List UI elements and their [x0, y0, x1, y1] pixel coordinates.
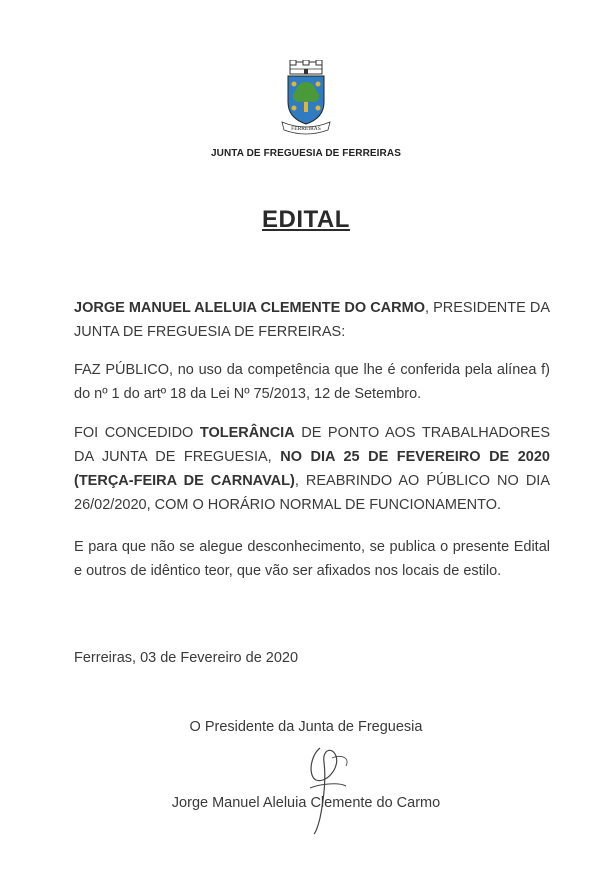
intro-paragraph — [74, 296, 550, 344]
signatory-name: Jorge Manuel Aleluia Clemente do Carmo — [171, 795, 441, 811]
document-title: EDITAL — [262, 206, 350, 233]
parish-coat-of-arms-icon — [268, 60, 344, 136]
tolerance-date: NO DIA 25 DE FEVEREIRO DE 2020 (TERÇA-FEIRA DE CARNAVAL) — [74, 449, 550, 489]
svg-text:FERREIRAS: FERREIRAS — [291, 126, 321, 132]
organization-name: JUNTA DE FREGUESIA DE FERREIRAS — [211, 148, 401, 159]
date-line: Ferreiras, 03 de Fevereiro de 2020 — [74, 650, 299, 666]
tolerance-paragraph — [74, 421, 550, 517]
tolerance-keyword: TOLERÂNCIA — [199, 425, 295, 441]
tolerance-text-e: , REABRINDO AO PÚBLICO NO DIA 26/02/2020, COM O HORÁRIO NORMAL DE FUNCIONAMENTO. — [74, 473, 551, 513]
signature-title: O Presidente da Junta de Freguesia — [189, 719, 423, 735]
announcement-paragraph: FAZ PÚBLICO, no uso da competência que lhe é conferida pela alínea f) do nº 1 do artº 18 da Lei Nº 75/2013, 12 de Setembro. — [74, 362, 550, 402]
intro-rest: , PRESIDENTE DA JUNTA DE FREGUESIA DE FERREIRAS: — [74, 300, 550, 340]
president-name: JORGE MANUEL ALELUIA CLEMENTE DO CARMO — [74, 300, 425, 316]
tolerance-text-a: FOI CONCEDIDO — [74, 425, 200, 441]
closing-paragraph: E para que não se alegue desconhecimento, se publica o presente Edital e outros de idêntico teor, que vão ser afixados nos locais de estilo. — [74, 539, 550, 579]
handwritten-signature-icon — [280, 728, 370, 836]
tolerance-text-c: DE PONTO AOS TRABALHADORES DA JUNTA DE FREGUESIA, — [74, 425, 550, 465]
